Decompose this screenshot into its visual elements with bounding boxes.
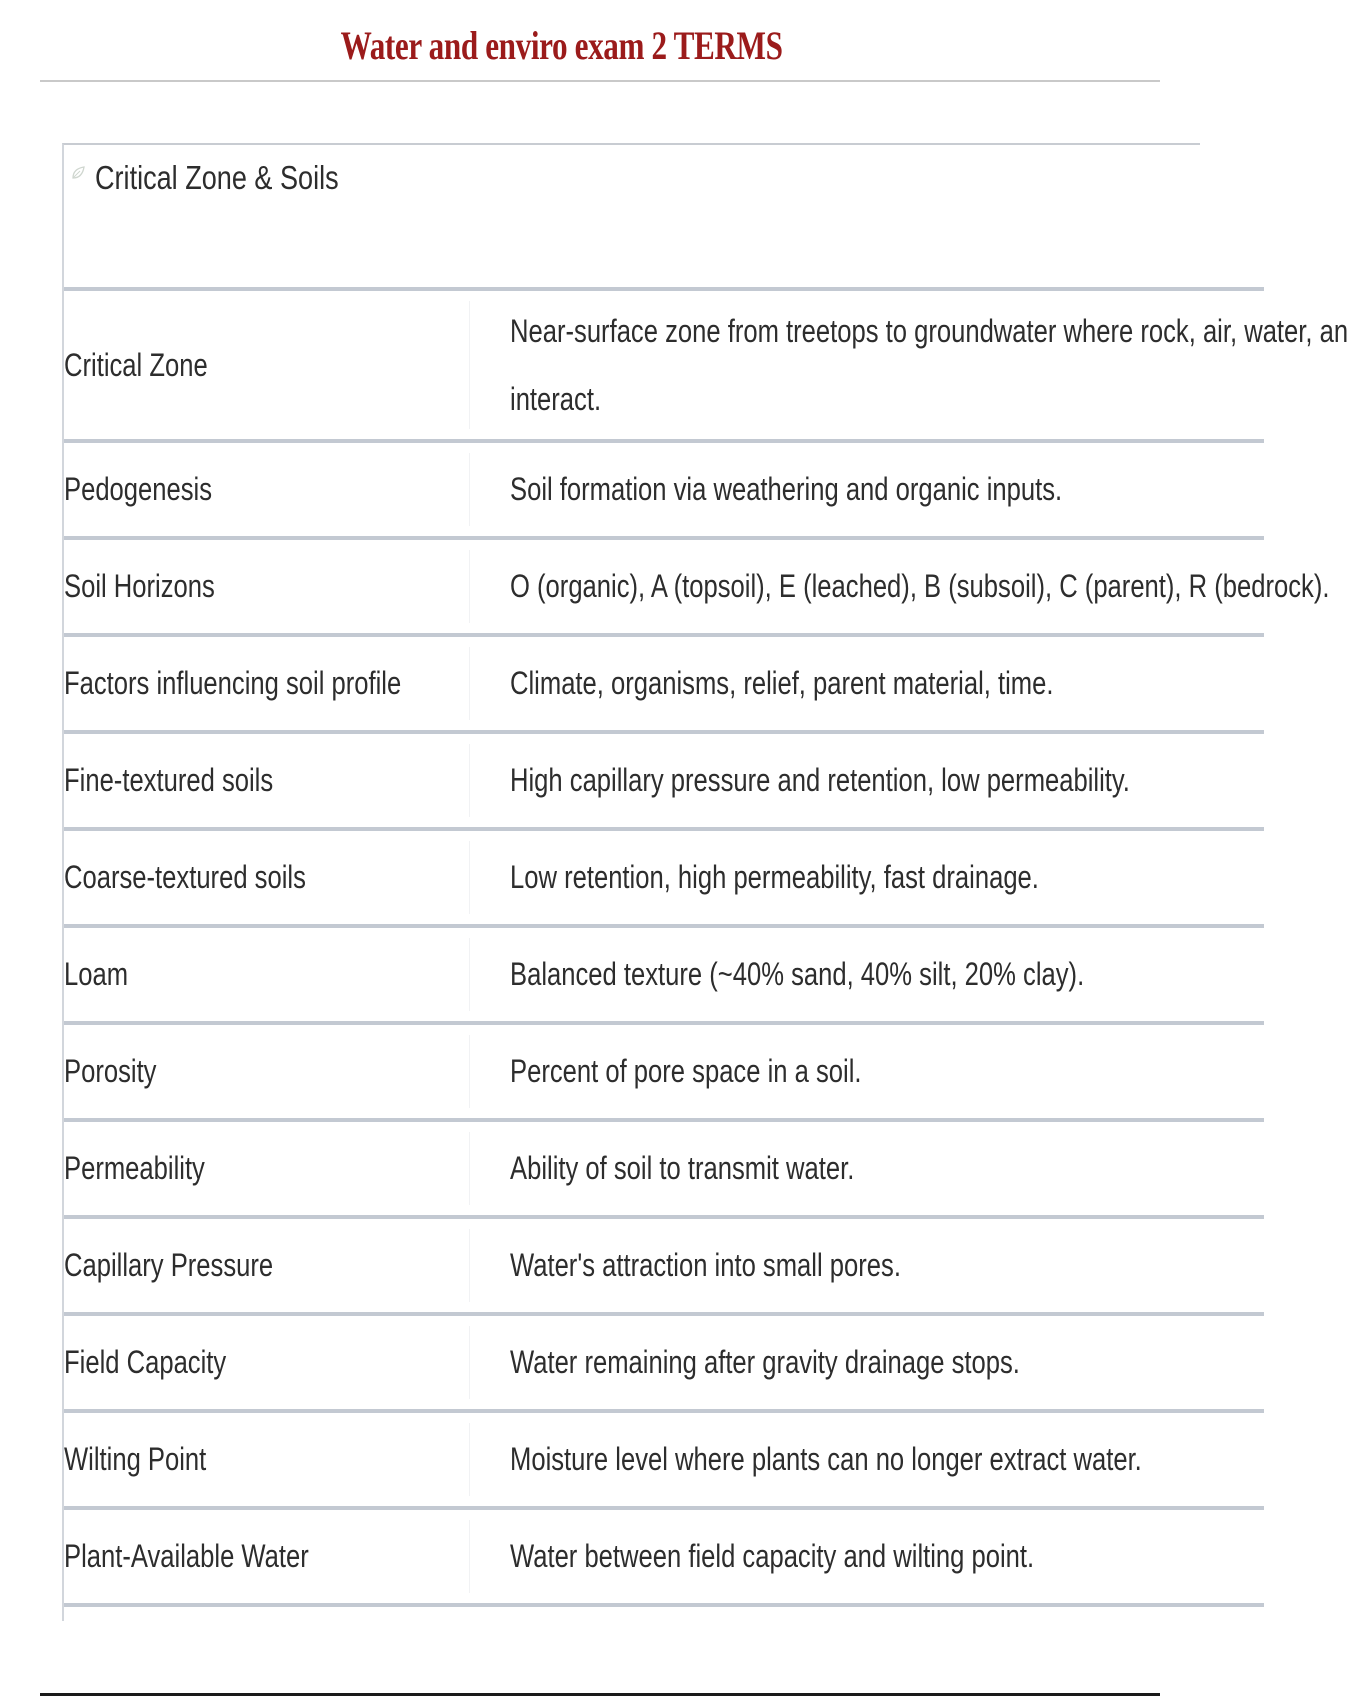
section-title: Critical Zone & Soils — [95, 159, 339, 196]
term-cell: Fine-textured soils — [64, 762, 274, 798]
table-row — [64, 1413, 1264, 1510]
definition-line: Near-surface zone from treetops to groundwater where rock, air, water, an — [510, 313, 1348, 349]
document-title: Water and enviro exam 2 TERMS — [340, 23, 783, 68]
term-cell: Loam — [64, 956, 129, 992]
term-cell: Permeability — [64, 1150, 205, 1186]
definition-cell: Soil formation via weathering and organic inputs. — [510, 471, 1063, 507]
term-cell: Soil Horizons — [64, 568, 215, 604]
definition-cell: Moisture level where plants can no longer extract water. — [510, 1441, 1142, 1477]
definition-cell: Water remaining after gravity drainage stops. — [510, 1344, 1020, 1380]
terms-table — [62, 143, 1348, 1621]
definition-cell: Water's attraction into small pores. — [510, 1247, 901, 1283]
definition-cell: Balanced texture (~40% sand, 40% silt, 20% clay). — [510, 956, 1085, 992]
definition-cell: Water between field capacity and wilting point. — [510, 1538, 1035, 1574]
column-divider — [469, 1326, 470, 1399]
table-row — [64, 928, 1264, 1025]
table-row — [64, 1025, 1264, 1122]
term-cell: Coarse-textured soils — [64, 859, 306, 895]
column-divider — [469, 1035, 470, 1108]
table-row — [64, 443, 1264, 540]
definition-cell: Percent of pore space in a soil. — [510, 1053, 862, 1089]
term-cell: Plant-Available Water — [64, 1538, 309, 1574]
table-row — [64, 1122, 1264, 1219]
definition-cell: High capillary pressure and retention, low permeability. — [510, 762, 1130, 798]
column-divider — [469, 647, 470, 720]
table-row — [64, 1510, 1264, 1607]
column-divider — [469, 1229, 470, 1302]
definition-cell: O (organic), A (topsoil), E (leached), B (subsoil), C (parent), R (bedrock). — [510, 568, 1330, 604]
table-row — [64, 637, 1264, 734]
leaf-icon — [70, 165, 86, 181]
definition-cell: Low retention, high permeability, fast drainage. — [510, 859, 1039, 895]
term-cell: Wilting Point — [64, 1441, 207, 1477]
column-divider — [469, 744, 470, 817]
term-cell: Critical Zone — [64, 346, 208, 383]
bottom-divider — [40, 1693, 1160, 1696]
column-divider — [469, 550, 470, 623]
column-divider — [469, 453, 470, 526]
definition-line: interact. — [510, 381, 602, 417]
title-divider — [40, 80, 1160, 82]
section-header — [64, 145, 1264, 291]
table-row — [64, 540, 1330, 637]
term-cell: Field Capacity — [64, 1344, 227, 1380]
term-cell: Pedogenesis — [64, 471, 213, 507]
term-cell: Porosity — [64, 1053, 157, 1089]
column-divider — [469, 1520, 470, 1593]
table-row — [64, 291, 1348, 443]
column-divider — [469, 841, 470, 914]
table-row — [64, 1316, 1264, 1413]
term-cell: Capillary Pressure — [64, 1247, 274, 1283]
table-row — [64, 1219, 1264, 1316]
table-row — [64, 831, 1264, 928]
definition-cell: Ability of soil to transmit water. — [510, 1150, 855, 1186]
definition-cell — [510, 297, 1348, 433]
column-divider — [469, 1132, 470, 1205]
term-cell: Factors influencing soil profile — [64, 665, 402, 701]
column-divider — [469, 938, 470, 1011]
table-row — [64, 734, 1264, 831]
column-divider — [469, 301, 470, 429]
definition-cell: Climate, organisms, relief, parent material, time. — [510, 665, 1054, 701]
column-divider — [469, 1423, 470, 1496]
